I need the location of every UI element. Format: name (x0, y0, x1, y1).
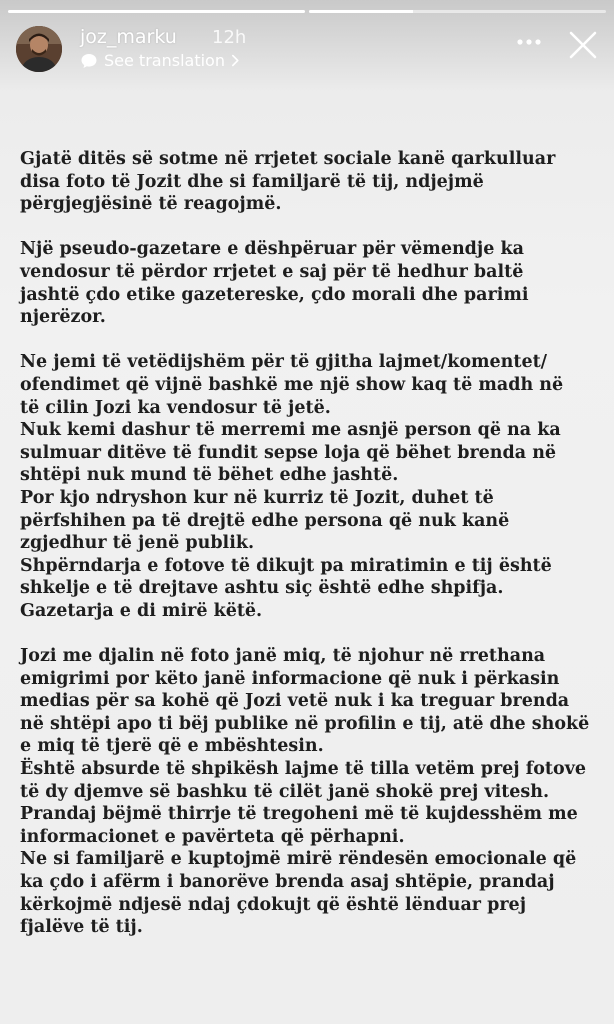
story-progress-fill (309, 10, 413, 13)
story-text-post (20, 148, 600, 961)
story-progress-segment (309, 10, 606, 13)
chevron-right-icon (231, 54, 240, 67)
post-paragraph: Një pseudo-gazetare e dëshpëruar për vëmendje ka vendosur të përdor rrjetet e saj për të hedhur baltë jashtë çdo etike gazetereske, çdo morali dhe parimi njerëzor. (20, 239, 529, 328)
post-paragraph: Ne jemi të vetëdijshëm për të gjitha lajmet/komentet/ ofendimet që vijnë bashkë me një show kaq të madh në të cilin Jozi ka vendosur të jetë. Nuk kemi dashur të merremi me asnjë person që na ka sulmuar ditëve të fundit sepse loja që bëhet brenda në shtëpi nuk mund të bëhet edhe jashtë. Por kjo ndryshon kur në kurriz të Jozit, duhet të përfshihen pa të drejtë edhe persona që nuk kanë zgjedhur të jenë publik. Shpërndarja e fotove të dikujt pa miratimin e tij është shkelje e të drejtave ashtu siç është edhe shpifja. Gazetarja e di mirë këtë. (20, 352, 564, 621)
avatar-photo-icon (16, 26, 62, 72)
post-paragraph: Gjatë ditës së sotme në rrjetet sociale kanë qarkulluar disa foto të Jozit dhe si familjarë të tij, ndjejmë përgjegjësinë të reagojmë. (20, 149, 556, 215)
close-icon[interactable] (568, 30, 598, 60)
see-translation-label: See translation (104, 51, 225, 70)
translate-bubble-icon (80, 52, 98, 70)
story-progress-bar (8, 10, 606, 13)
story-header (16, 24, 602, 74)
avatar[interactable] (16, 26, 62, 72)
story-progress-segment (8, 10, 305, 13)
username[interactable]: joz_marku (80, 26, 177, 48)
story-timestamp: 12h (212, 27, 247, 48)
story-progress-fill (8, 10, 305, 13)
post-paragraph: Jozi me djalin në foto janë miq, të njohur në rrethana emigrimi por këto janë informacione që nuk i përkasin medias për sa kohë që Jozi vetë nuk i ka treguar brenda në shtëpi apo ti bëj publike në profilin e tij, atë dhe shokë e miq të tjerë që e mbështesin. Është absurde të shpikësh lajme të tilla vetëm prej fotove të dy djemve së bashku të cilët janë shokë prej vitesh. Prandaj bëjmë thirrje të tregoheni më të kujdesshëm me informacionet e pavërteta që përhapni. Ne si familjarë e kuptojmë mirë rëndesën emocionale që ka çdo i afërm i banorëve brenda asaj shtëpie, prandaj kërkojmë ndjesë ndaj çdokujt që është lënduar prej fjalëve të tij. (20, 646, 590, 938)
see-translation-link[interactable] (80, 51, 240, 70)
more-options-icon[interactable] (516, 38, 542, 46)
